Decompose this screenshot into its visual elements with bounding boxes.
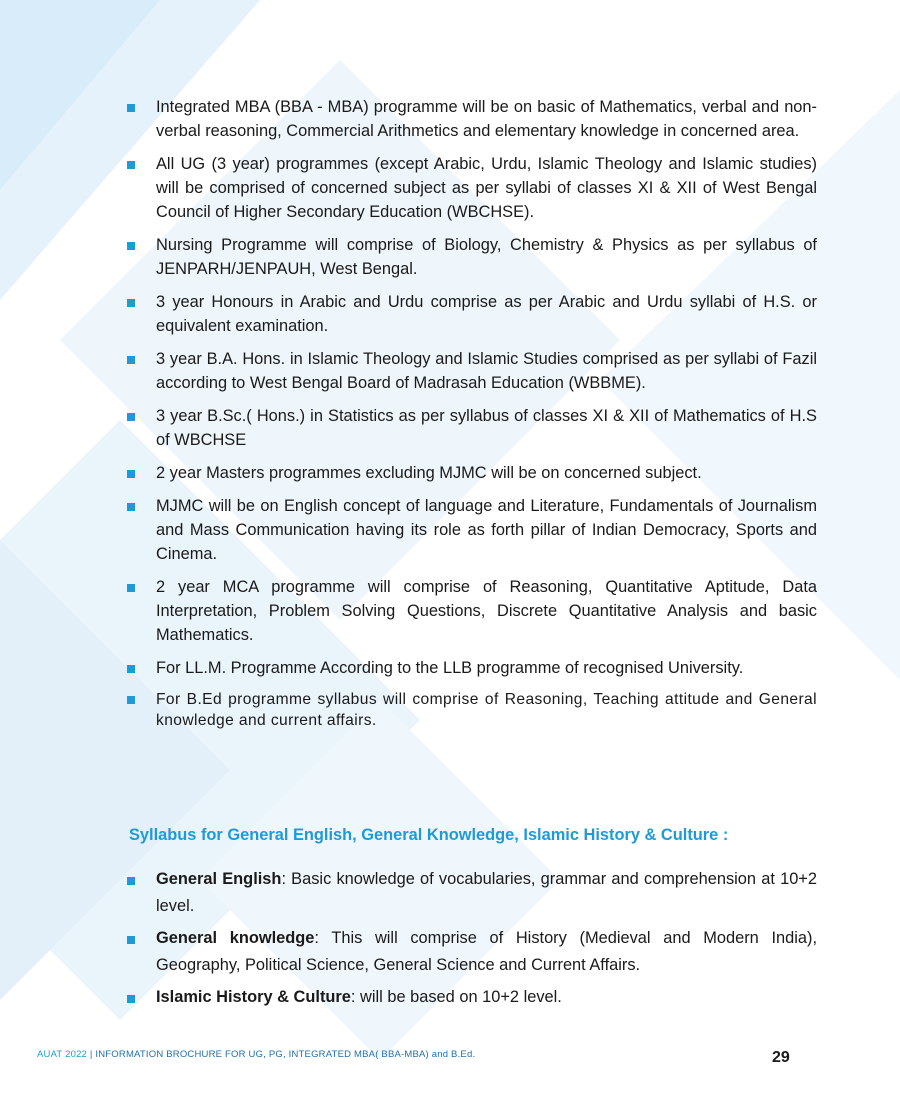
item-term: General English [156,870,282,888]
list-item [127,866,817,920]
section-heading: Syllabus for General English, General Knowledge, Islamic History & Culture : [129,826,729,844]
item-description: : will be based on 10+2 level. [350,988,562,1006]
item-description: : This will comprise of History (Medieval and Modern India), Geography, Political Science, General Science and Current Affairs. [156,929,818,974]
general-syllabus-list [127,866,817,1016]
item-term: Islamic History & Culture [156,988,351,1006]
square-bullet-icon [127,584,135,592]
list-item: MJMC will be on English concept of language and Literature, Fundamentals of Journalism and Mass Communication having its role as forth pillar of Indian Democracy, Sports and Cinema. [127,494,817,566]
footer-text: | INFORMATION BROCHURE FOR UG, PG, INTEGRATED MBA( BBA-MBA) and B.Ed. [87,1049,476,1060]
list-item: 2 year Masters programmes excluding MJMC will be on concerned subject. [127,461,817,485]
list-item: 3 year B.A. Hons. in Islamic Theology and Islamic Studies comprised as per syllabi of Fazil according to West Bengal Board of Madrasah Education (WBBME). [127,347,817,395]
list-item: All UG (3 year) programmes (except Arabic, Urdu, Islamic Theology and Islamic studies) will be comprised of concerned subject as per syllabi of classes XI & XII of West Bengal Council of Higher Secondary Education (WBCHSE). [127,152,817,224]
item-term: General knowledge [156,929,315,947]
footer-brand: AUAT 2022 [37,1049,88,1060]
square-bullet-icon [127,299,135,307]
square-bullet-icon [127,696,135,704]
square-bullet-icon [127,936,135,944]
square-bullet-icon [127,877,135,885]
square-bullet-icon [127,356,135,364]
item-description: : Basic knowledge of vocabularies, grammar and comprehension at 10+2 level. [156,870,817,915]
square-bullet-icon [127,665,135,673]
page-number: 29 [772,1049,790,1066]
square-bullet-icon [127,503,135,511]
list-item: For B.Ed programme syllabus will comprise of Reasoning, Teaching attitude and General knowledge and current affairs. [127,689,817,731]
square-bullet-icon [127,161,135,169]
square-bullet-icon [127,470,135,478]
programme-syllabus-list [127,95,817,740]
list-item: 2 year MCA programme will comprise of Reasoning, Quantitative Aptitude, Data Interpretation, Problem Solving Questions, Discrete Quantitative Analysis and basic Mathematics. [127,575,817,647]
list-item: 3 year Honours in Arabic and Urdu comprise as per Arabic and Urdu syllabi of H.S. or equivalent examination. [127,290,817,338]
footer-caption [37,1049,475,1060]
list-item: Nursing Programme will comprise of Biology, Chemistry & Physics as per syllabus of JENPARH/JENPAUH, West Bengal. [127,233,817,281]
square-bullet-icon [127,242,135,250]
square-bullet-icon [127,995,135,1003]
square-bullet-icon [127,413,135,421]
list-item [127,984,817,1011]
list-item [127,925,817,979]
list-item: Integrated MBA (BBA - MBA) programme will be on basic of Mathematics, verbal and non-verbal reasoning, Commercial Arithmetics and elementary knowledge in concerned area. [127,95,817,143]
list-item: For LL.M. Programme According to the LLB programme of recognised University. [127,656,817,680]
list-item: 3 year B.Sc.( Hons.) in Statistics as per syllabus of classes XI & XII of Mathematics of H.S of WBCHSE [127,404,817,452]
square-bullet-icon [127,104,135,112]
